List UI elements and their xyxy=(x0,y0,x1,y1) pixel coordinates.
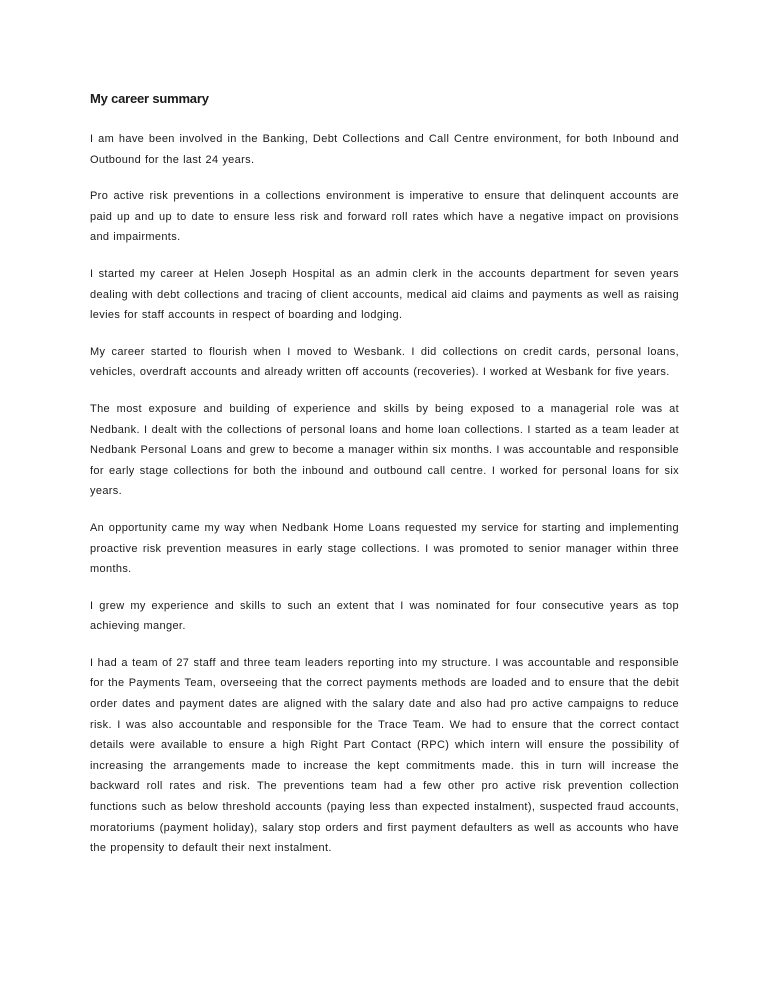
paragraph-nedbank-home-loans: An opportunity came my way when Nedbank Home Loans requested my service for starting and implementing proactive risk prevention measures in early stage collections. I was promoted to senior manager within three months. xyxy=(90,521,679,576)
document-title: My career summary xyxy=(90,91,209,106)
paragraph-helen-joseph: I started my career at Helen Joseph Hospital as an admin clerk in the accounts department for seven years dealing with debt collections and tracing of client accounts, medical aid claims and payments as well as raising levies for staff accounts in respect of boarding and lodging. xyxy=(90,267,679,322)
document-page xyxy=(90,91,679,875)
paragraph-top-achiever: I grew my experience and skills to such an extent that I was nominated for four consecutive years as top achieving manger. xyxy=(90,599,679,633)
paragraph-nedbank-personal-loans: The most exposure and building of experience and skills by being exposed to a managerial role was at Nedbank. I dealt with the collections of personal loans and home loan collections. I started as a team leader at Nedbank Personal Loans and grew to become a manager within six months. I was accountable and responsible for early stage collections for both the inbound and outbound call centre. I worked for personal loans for six years. xyxy=(90,402,679,498)
paragraph-wesbank: My career started to flourish when I moved to Wesbank. I did collections on credit cards, personal loans, vehicles, overdraft accounts and already written off accounts (recoveries). I worked at Wesbank for five years. xyxy=(90,345,679,379)
paragraph-team-structure: I had a team of 27 staff and three team leaders reporting into my structure. I was accountable and responsible for the Payments Team, overseeing that the correct payments methods are loaded and to ensure that the debit order dates and payment dates are aligned with the salary date and also had pro active campaigns to reduce risk. I was also accountable and responsible for the Trace Team. We had to ensure that the correct contact details were available to ensure a high Right Part Contact (RPC) which intern will ensure the possibility of increasing the arrangements made to increase the kept commitments made. this in turn will increase the backward roll rates and risk. The preventions team had a few other pro active risk prevention collection functions such as below threshold accounts (paying less than expected instalment), suspected fraud accounts, moratoriums (payment holiday), salary stop orders and first payment defaulters as well as accounts who have the propensity to default their next instalment. xyxy=(90,656,679,855)
paragraph-risk-prevention: Pro active risk preventions in a collections environment is imperative to ensure that delinquent accounts are paid up and up to date to ensure less risk and forward roll rates which have a negative impact on provisions and impairments. xyxy=(90,190,679,244)
paragraph-intro: I am have been involved in the Banking, Debt Collections and Call Centre environment, for both Inbound and Outbound for the last 24 years. xyxy=(90,133,679,166)
